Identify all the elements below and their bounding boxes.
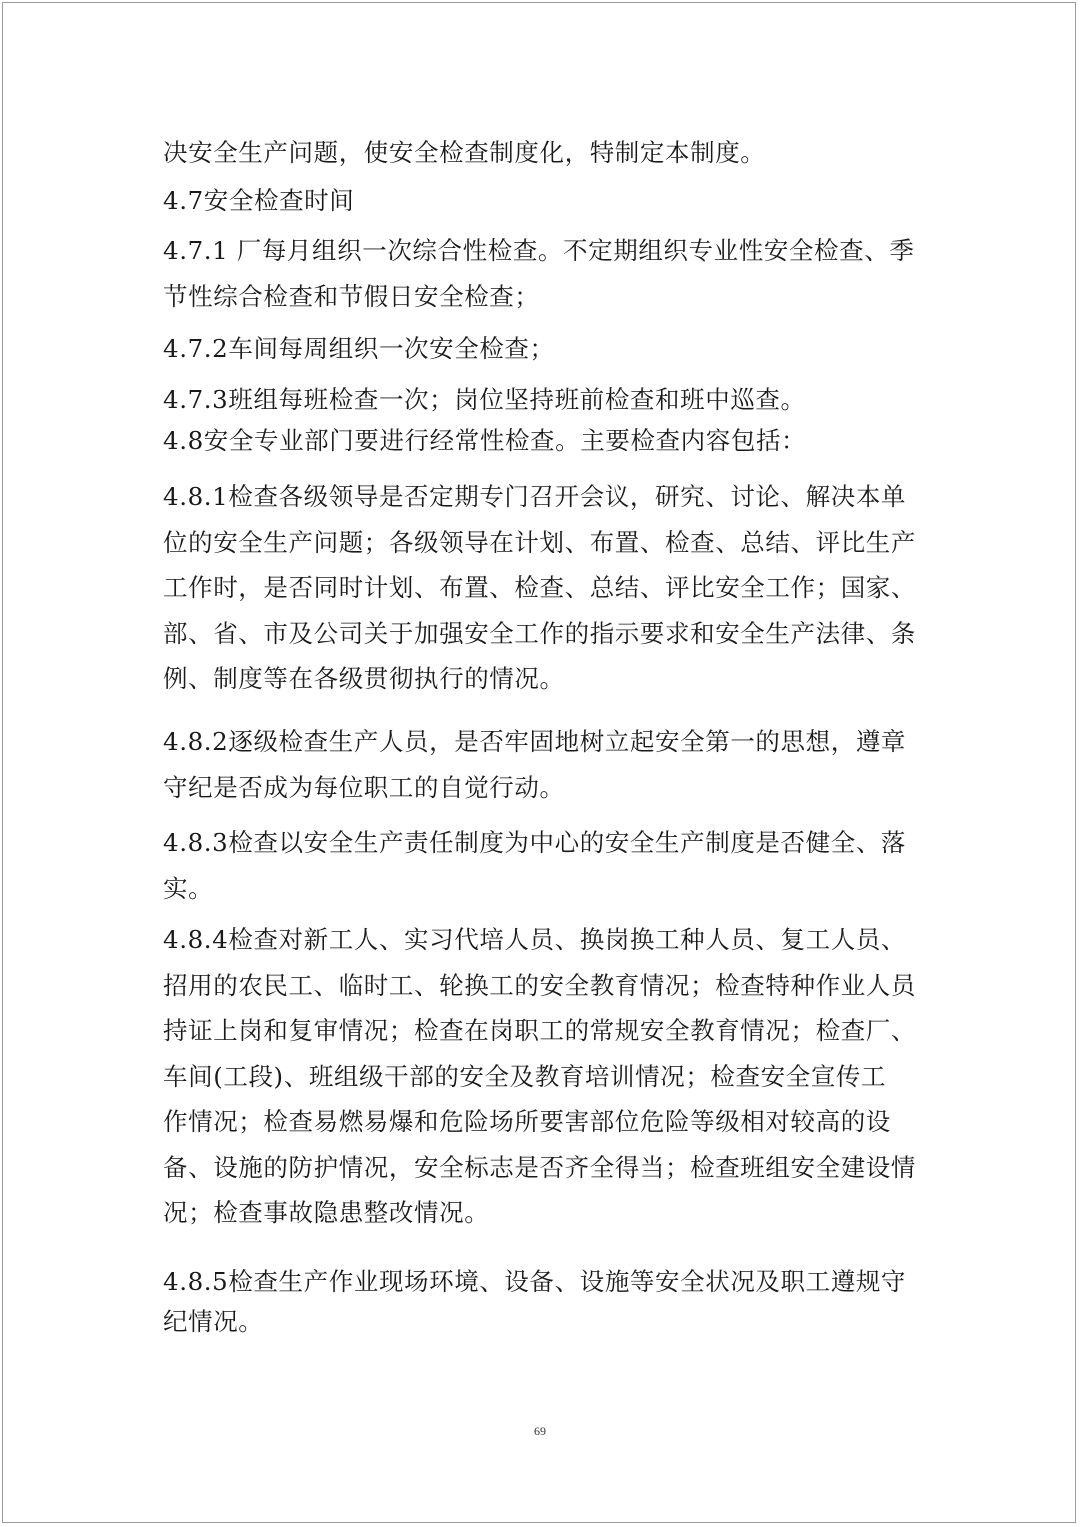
paragraph-4-7-1	[163, 228, 923, 319]
paragraph-line: 守纪是否成为每位职工的自觉行动。	[163, 772, 565, 802]
paragraph-line: 4.8.4检查对新工人、实习代培人员、换岗换工种人员、复工人员、	[163, 925, 907, 954]
paragraph-line: 备、设施的防护情况，安全标志是否齐全得当；检查班组安全建设情	[163, 1152, 916, 1182]
paragraph-line: 4.8.2逐级检查生产人员，是否牢固地树立起安全第一的思想，遵章	[163, 727, 907, 756]
paragraph-intro-continuation: 决安全生产问题，使安全检查制度化，特制定本制度。	[163, 138, 766, 167]
paragraph-line: 4.8.3检查以安全生产责任制度为中心的安全生产制度是否健全、落	[163, 828, 907, 857]
paragraph-4-8-4	[163, 917, 923, 1236]
section-heading-4-8: 4.8安全专业部门要进行经常性检查。主要检查内容包括：	[163, 426, 807, 455]
paragraph-4-8-3	[163, 820, 923, 911]
paragraph-line: 位的安全生产问题；各级领导在计划、布置、检查、总结、评比生产	[163, 527, 916, 557]
paragraph-line: 4.8.5检查生产作业现场环境、设备、设施等安全状况及职工遵规守	[163, 1267, 907, 1296]
paragraph-line: 工作时，是否同时计划、布置、检查、总结、评比安全工作；国家、	[163, 573, 916, 602]
paragraph-4-7-2: 4.7.2车间每周组织一次安全检查；	[163, 334, 555, 363]
paragraph-line: 4.7.1 厂每月组织一次综合性检查。不定期组织专业性安全检查、季	[163, 236, 915, 265]
paragraph-4-8-5	[163, 1262, 923, 1342]
paragraph-line: 节性综合检查和节假日安全检查；	[163, 281, 540, 311]
paragraph-line: 持证上岗和复审情况；检查在岗职工的常规安全教育情况；检查厂、	[163, 1016, 916, 1045]
section-heading-4-7: 4.7安全检查时间	[163, 186, 355, 215]
paragraph-line: 实。	[163, 873, 214, 903]
paragraph-4-8-1	[163, 474, 923, 702]
paragraph-line: 招用的农民工、临时工、轮换工的安全教育情况；检查特种作业人员	[163, 970, 916, 1000]
page-number: 69	[534, 1424, 546, 1438]
paragraph-line: 纪情况。	[163, 1307, 264, 1336]
paragraph-line: 部、省、市及公司关于加强安全工作的指示要求和安全生产法律、条	[163, 618, 916, 648]
paragraph-line: 作情况；检查易燃易爆和危险场所要害部位危险等级相对较高的设	[163, 1107, 891, 1136]
paragraph-4-7-3: 4.7.3班组每班检查一次；岗位坚持班前检查和班中巡查。	[163, 385, 806, 414]
paragraph-line: 车间(工段)、班组级干部的安全及教育培训情况；检查安全宣传工	[163, 1061, 887, 1091]
paragraph-line: 例、制度等在各级贯彻执行的情况。	[163, 664, 565, 693]
paragraph-line: 况；检查事故隐患整改情况。	[163, 1198, 490, 1227]
paragraph-4-8-2	[163, 719, 923, 810]
paragraph-line: 4.8.1检查各级领导是否定期专门召开会议，研究、讨论、解决本单	[163, 482, 907, 511]
